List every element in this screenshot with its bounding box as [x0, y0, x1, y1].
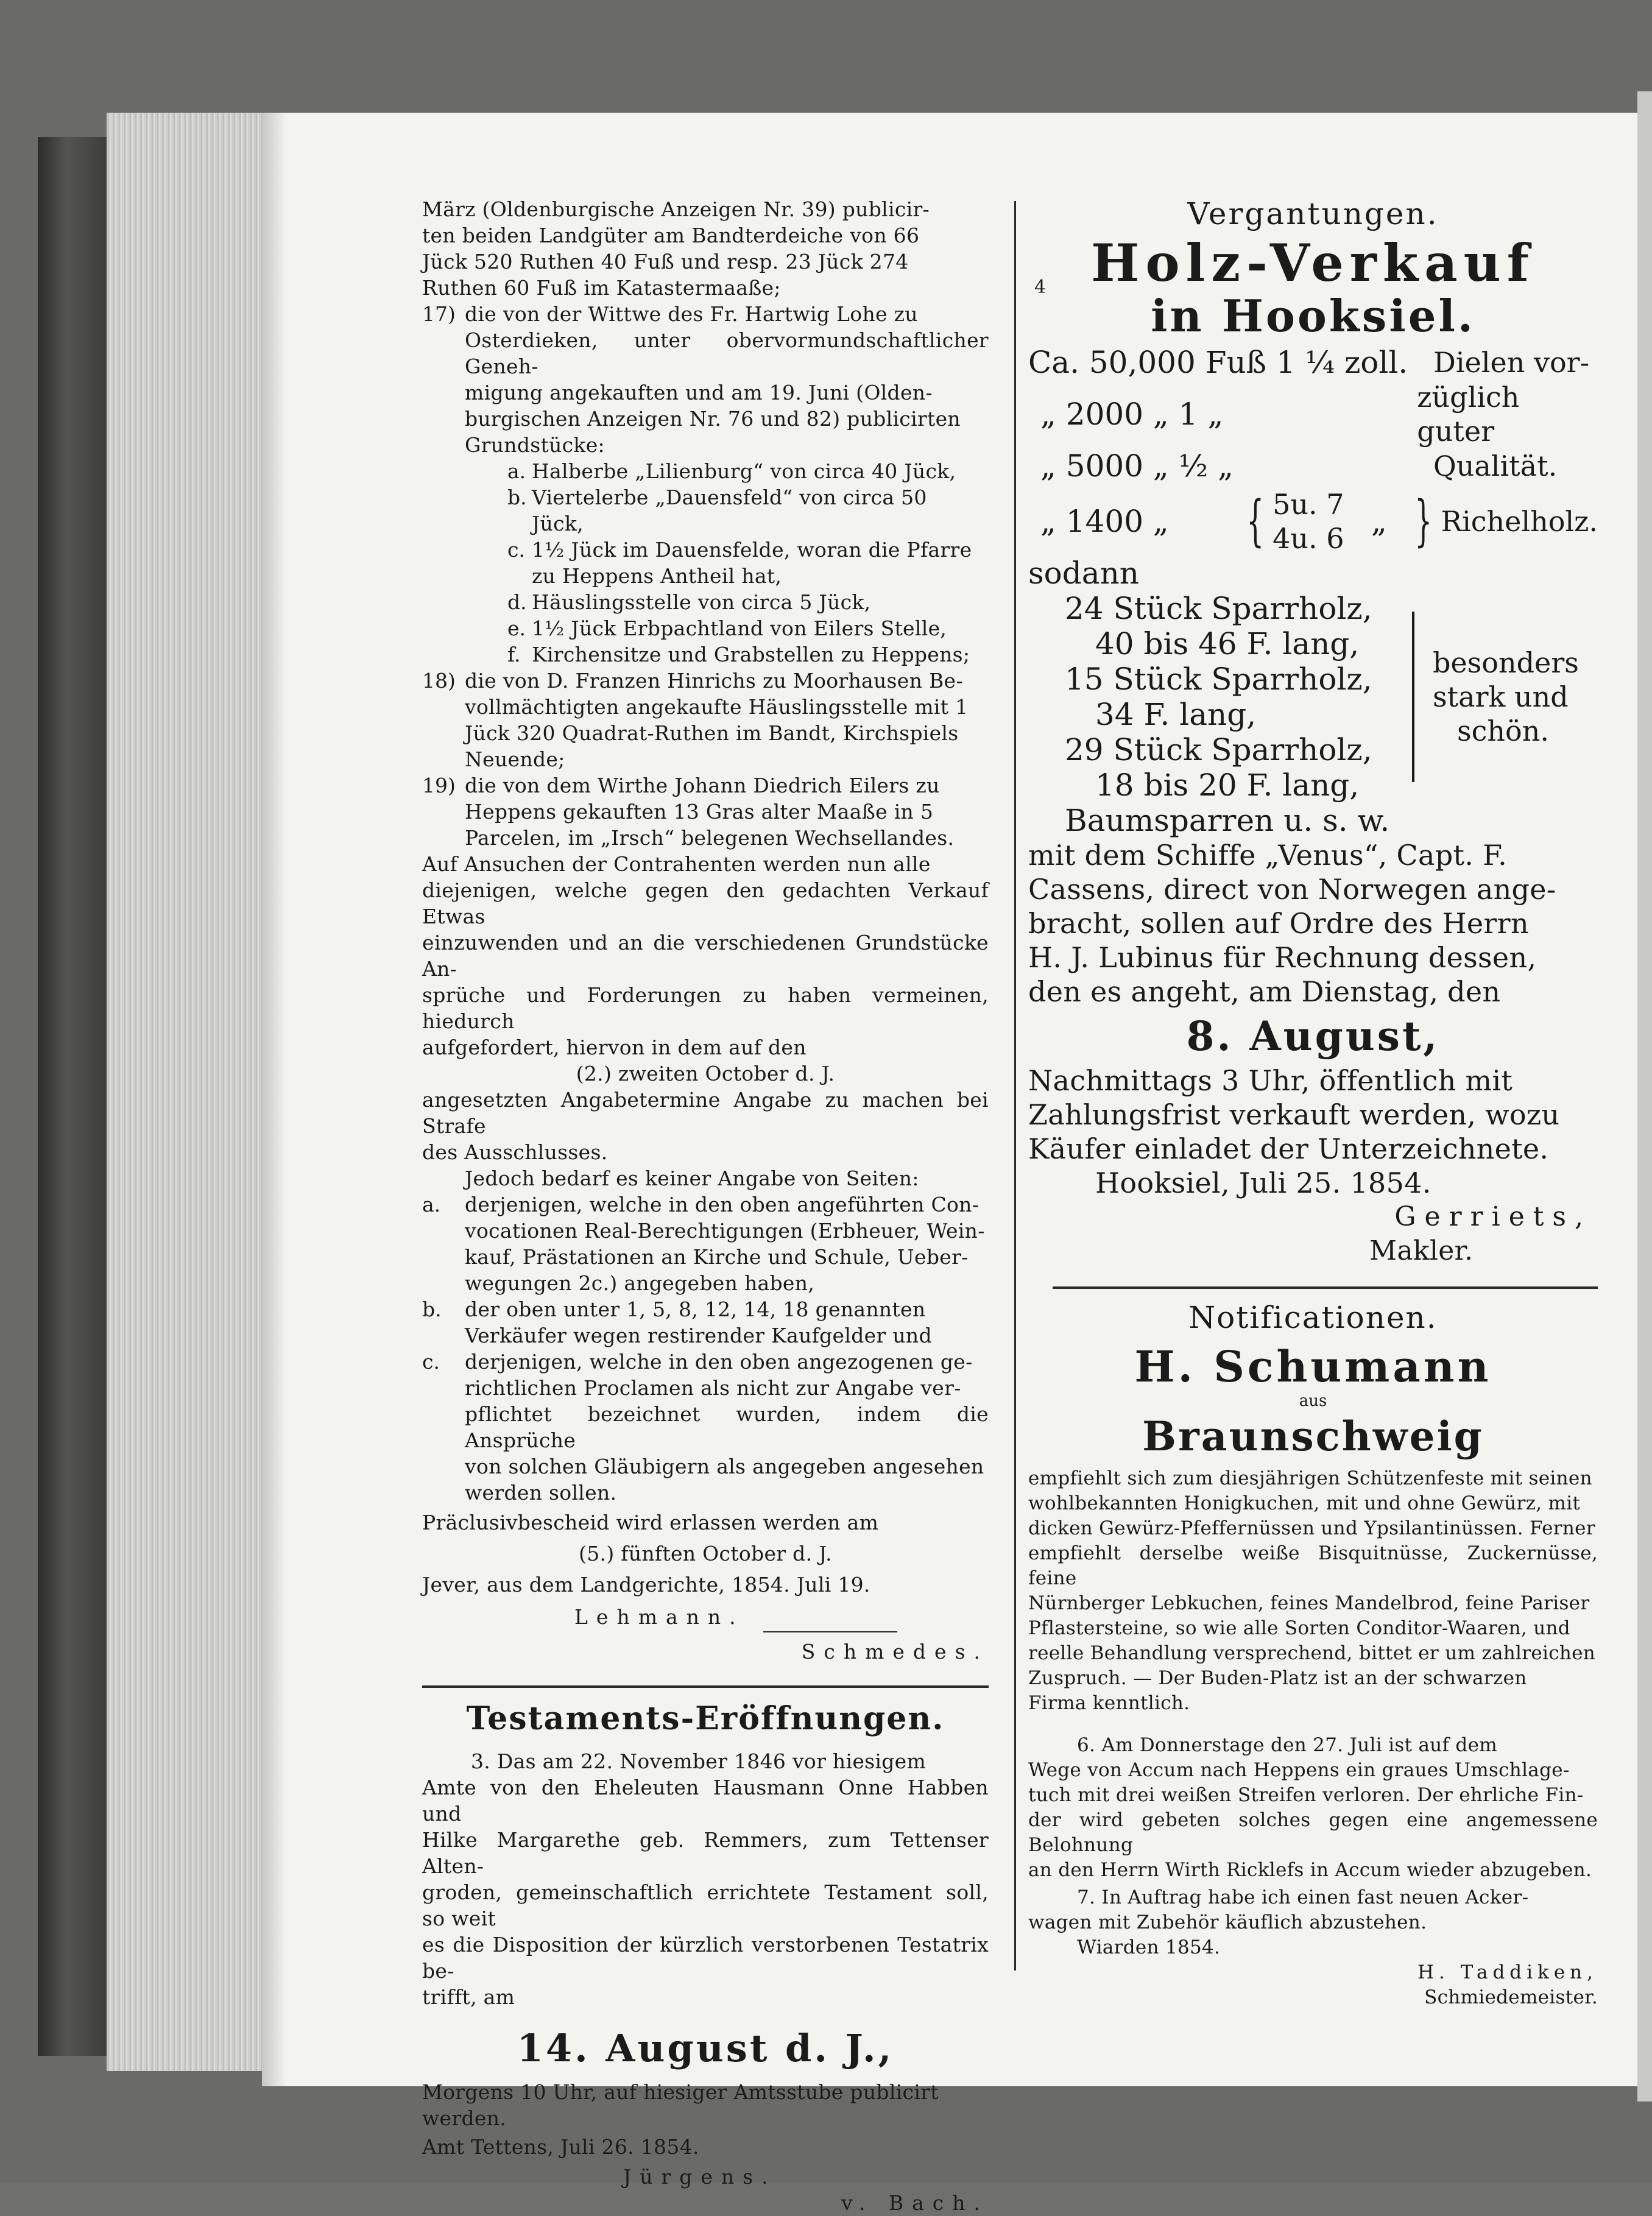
text-line: des Ausschlusses.	[422, 1140, 608, 1164]
text-line: 6. Am Donnerstage den 27. Juli ist auf dem	[1077, 1734, 1497, 1756]
sub-letter: f.	[507, 643, 521, 666]
text-line: die von D. Franzen Hinrichs zu Moorhausen Be-	[465, 669, 963, 693]
next-page-edge	[1637, 91, 1652, 2101]
text-line: zu Heppens Antheil hat,	[532, 564, 782, 588]
text-line: Nürnberger Lebkuchen, feines Mandelbrod, feine Pariser	[1028, 1592, 1590, 1614]
sparrholz-line: 34 F. lang,	[1095, 697, 1257, 732]
right-column	[1028, 196, 1598, 2010]
text-line: die von dem Wirthe Johann Diedrich Eilers zu	[465, 774, 940, 797]
text-line: 7. In Auftrag habe ich einen fast neuen Acker-	[1077, 1886, 1529, 1908]
sub-item-e	[422, 615, 989, 641]
quality-note: besonders	[1433, 646, 1579, 679]
text-line: Osterdieken, unter obervormundschaftlicher Geneh-	[465, 328, 989, 378]
signature: Schmedes.	[801, 1640, 989, 1664]
text-line: 1½ Jück im Dauensfelde, woran die Pfarre	[532, 538, 972, 562]
place-date-line: Jever, aus dem Landgerichte, 1854. Juli 19.	[422, 1573, 870, 1597]
text-line: werden sollen.	[465, 1481, 617, 1505]
ditto-mark: „	[1371, 504, 1387, 539]
text-line: vocationen Real-Berechtigungen (Erbheuer, Wein-	[465, 1219, 985, 1243]
holz-verkauf-text: Holz-Verkauf	[1091, 233, 1535, 293]
text-line: richtlichen Proclamen als nicht zur Angabe ver-	[465, 1376, 961, 1400]
text-line: einzuwenden und an die verschiedenen Grundstücke An-	[422, 931, 989, 981]
text-line: Hilke Margarethe geb. Remmers, zum Tettenser Alten-	[422, 1828, 989, 1878]
text-line: Verkäufer wegen restirender Kaufgelder und	[465, 1324, 932, 1347]
ansuchen-paragraph	[422, 851, 989, 1060]
text-line: tuch mit drei weißen Streifen verloren. Der ehrliche Fin-	[1028, 1784, 1584, 1806]
text-line: Zahlungsfrist verkauft werden, wozu	[1028, 1098, 1560, 1131]
quality-note: schön.	[1457, 715, 1549, 747]
stock-row	[1028, 345, 1598, 380]
text-line: reelle Behandlung versprechend, bittet er um zahlreichen	[1028, 1642, 1596, 1664]
intro-paragraph	[422, 196, 989, 301]
text-line: Zuspruch. — Der Buden-Platz ist an der schwarzen	[1028, 1667, 1527, 1689]
signature: v. Bach.	[841, 2191, 989, 2215]
text-line: wagen mit Zubehör käuflich abzustehen.	[1028, 1911, 1427, 1933]
text-line: Häuslingsstelle von circa 5 Jück,	[532, 590, 871, 614]
text-line: Käufer einladet der Unterzeichnete.	[1028, 1132, 1549, 1165]
text-line: 3. Das am 22. November 1846 vor hiesigem	[471, 1749, 927, 1773]
sub-item-d	[422, 589, 989, 615]
quality-note: Qualität.	[1433, 450, 1558, 482]
sub-letter: a.	[507, 459, 526, 483]
advertiser-name: H. Schumann	[1134, 1341, 1492, 1392]
quality-note: Dielen vor-	[1433, 346, 1590, 379]
text-line: Jück 520 Ruthen 40 Fuß und resp. 23 Jück 274	[422, 250, 909, 273]
text-line: Präclusivbescheid wird erlassen werden am	[422, 1511, 879, 1534]
stock-row	[1028, 380, 1598, 448]
text-line: der oben unter 1, 5, 8, 12, 14, 18 genannten	[465, 1297, 926, 1321]
page-edges	[107, 113, 265, 2071]
notice-7	[1028, 1885, 1598, 1935]
text-line: Cassens, direct von Norwegen ange-	[1028, 873, 1556, 906]
signature-title: Makler.	[1369, 1235, 1474, 1266]
vergantungen-heading: Vergantungen.	[1187, 196, 1439, 231]
signature-title: Schmiedemeister.	[1424, 1986, 1598, 2008]
quality-note: stark und	[1433, 680, 1569, 713]
text-line: von solchen Gläubigern als angegeben angesehen	[465, 1455, 984, 1478]
sub-item-f	[422, 641, 989, 668]
quality-note-block	[1433, 646, 1579, 748]
text-line: werden.	[422, 2106, 507, 2130]
text-line: Kirchensitze und Grabstellen zu Heppens;	[532, 643, 970, 666]
item-17	[422, 301, 989, 458]
signature: Lehmann.	[574, 1605, 744, 1629]
text-line: Grundstücke:	[465, 433, 605, 457]
text-line: Heppens gekauften 13 Gras alter Maaße in 5	[465, 800, 934, 824]
holz-verkauf-title	[1028, 233, 1598, 298]
text-line: groden, gemeinschaftlich errichtete Testament soll, so weit	[422, 1880, 989, 1930]
left-column	[422, 196, 989, 2216]
place-date-line: Wiarden 1854.	[1077, 1936, 1221, 1958]
quantity: „ 5000 „ ½ „	[1040, 448, 1234, 484]
book-cover	[38, 137, 110, 2056]
text-line: empfiehlt derselbe weiße Bisquitnüsse, Zuckernüsse, feine	[1028, 1542, 1598, 1589]
auction-date: 8. August,	[1186, 1012, 1440, 1060]
sub-item-b	[422, 484, 989, 537]
text-line: Jedoch bedarf es keiner Angabe von Seiten:	[465, 1166, 919, 1190]
text-line: sprüche und Forderungen zu haben vermeinen, hiedurch	[422, 983, 989, 1033]
size-list	[1273, 487, 1371, 556]
quantity: „ 2000 „ 1 „	[1040, 397, 1224, 432]
sparrholz-list	[1028, 591, 1406, 803]
sparrholz-line: 24 Stück Sparrholz,	[1065, 591, 1372, 626]
page-gutter	[262, 113, 286, 2086]
text-line: migung angekauften und am 19. Juni (Olden-	[465, 381, 933, 404]
text-line: wegungen 2c.) angegeben haben,	[465, 1271, 815, 1295]
item-number: c.	[422, 1350, 440, 1374]
ad-number: 4	[1034, 277, 1047, 298]
nachmittags-paragraph	[1028, 1064, 1598, 1166]
quantity: „ 1400 „	[1040, 504, 1169, 539]
testament-date: 14. August d. J.,	[517, 2026, 894, 2070]
text-line: empfiehlt sich zum diesjährigen Schützenfeste mit seinen	[1028, 1467, 1592, 1489]
text-line: Auf Ansuchen der Contrahenten werden nun alle	[422, 852, 931, 876]
quality-note: züglich guter	[1417, 381, 1520, 448]
signature-rule	[763, 1631, 897, 1632]
section-rule	[422, 1685, 989, 1688]
item-19	[422, 772, 989, 851]
item-number: b.	[422, 1297, 442, 1321]
item-number: 18)	[422, 669, 456, 693]
date-line: (2.) zweiten October d. J.	[576, 1062, 835, 1085]
text-line: angesetzten Angabetermine Angabe zu machen bei Strafe	[422, 1088, 989, 1138]
stock-row-1400	[1028, 487, 1598, 556]
bracket-line	[1412, 612, 1414, 782]
size: 5u. 7	[1273, 488, 1344, 521]
text-line: Neuende;	[465, 747, 565, 771]
signature: Gerriets,	[1394, 1201, 1592, 1232]
brace-left: {	[1246, 489, 1264, 553]
text-line: H. J. Lubinus für Rechnung dessen,	[1028, 941, 1537, 974]
sub-letter: e.	[507, 616, 526, 640]
signature: H. Taddiken,	[1417, 1961, 1598, 1983]
text-line: derjenigen, welche in den oben angeführten Con-	[465, 1193, 980, 1216]
text-line: aufgefordert, hiervon in dem auf den	[422, 1036, 807, 1059]
text-line: mit dem Schiffe „Venus“, Capt. F.	[1028, 839, 1508, 872]
ship-paragraph	[1028, 838, 1598, 1009]
item-number: 17)	[422, 302, 456, 326]
sub-letter: b.	[507, 485, 527, 509]
text-line: Parcelen, im „Irsch“ belegenen Wechsellandes.	[465, 826, 955, 850]
item-number: a.	[422, 1193, 441, 1216]
text-line: Viertelerbe „Dauensfeld“ von circa 50	[532, 485, 927, 509]
text-line: Ruthen 60 Fuß im Katastermaaße;	[422, 276, 781, 300]
text-line: trifft, am	[422, 1985, 515, 2009]
text-line: vollmächtigten angekaufte Häuslingsstelle mit 1	[465, 695, 969, 719]
sparrholz-line: 40 bis 46 F. lang,	[1095, 626, 1360, 662]
text-line: März (Oldenburgische Anzeigen Nr. 39) publicir-	[422, 197, 930, 221]
sparrholz-block	[1028, 591, 1598, 803]
quantity: Ca. 50,000 Fuß 1 ¼ zoll.	[1028, 345, 1408, 380]
text-line: 1½ Jück Erbpachtland von Eilers Stelle,	[532, 616, 947, 640]
wood-type: Richelholz.	[1441, 505, 1598, 538]
text-line: wohlbekannten Honigkuchen, mit und ohne Gewürz, mit	[1028, 1492, 1581, 1514]
sparrholz-line: 15 Stück Sparrholz,	[1065, 662, 1372, 697]
sub-letter: c.	[507, 538, 525, 562]
text-line: der wird gebeten solches gegen eine angemessene Belohnung	[1028, 1809, 1598, 1856]
sub-item-a	[422, 458, 989, 484]
text-line: pflichtet bezeichnet wurden, indem die Ansprüche	[465, 1402, 989, 1452]
item-18	[422, 668, 989, 772]
signature: Jürgens.	[623, 2165, 777, 2189]
schumann-paragraph	[1028, 1466, 1598, 1716]
exception-b	[422, 1296, 989, 1349]
size: 4u. 6	[1273, 522, 1344, 555]
text-line: Amte von den Eheleuten Hausmann Onne Habben und	[422, 1776, 989, 1826]
place-date-line: Amt Tettens, Juli 26. 1854.	[422, 2135, 699, 2159]
notificationen-heading: Notificationen.	[1188, 1300, 1438, 1335]
sparrholz-line: 18 bis 20 F. lang,	[1095, 767, 1360, 803]
sub-letter: d.	[507, 590, 527, 614]
text-line: den es angeht, am Dienstag, den	[1028, 975, 1501, 1008]
column-divider	[1014, 201, 1016, 1971]
stock-row	[1028, 448, 1598, 484]
baumsparren-line: Baumsparren u. s. w.	[1065, 803, 1390, 838]
exception-a	[422, 1191, 989, 1296]
sodann-label: sodann	[1028, 556, 1139, 591]
date-line: (5.) fünften October d. J.	[579, 1542, 832, 1565]
aus-label: aus	[1299, 1392, 1327, 1410]
text-line: die von der Wittwe des Fr. Hartwig Lohe zu	[465, 302, 918, 326]
text-line: Firma kenntlich.	[1028, 1692, 1190, 1714]
text-line: ten beiden Landgüter am Bandterdeiche von 66	[422, 224, 920, 247]
text-line: kauf, Prästationen an Kirche und Schule, Ueber-	[465, 1245, 969, 1269]
location-title: in Hooksiel.	[1151, 290, 1475, 342]
text-line: diejenigen, welche gegen den gedachten Verkauf Etwas	[422, 878, 989, 928]
advertiser-city: Braunschweig	[1142, 1413, 1484, 1460]
text-line: an den Herrn Wirth Ricklefs in Accum wieder abzugeben.	[1028, 1859, 1592, 1881]
exception-c	[422, 1349, 989, 1506]
text-line: es die Disposition der kürzlich verstorbenen Testatrix be-	[422, 1933, 989, 1983]
place-date-line: Hooksiel, Juli 25. 1854.	[1095, 1166, 1431, 1199]
text-line: Wege von Accum nach Heppens ein graues Umschlage-	[1028, 1759, 1570, 1781]
sparrholz-line: 29 Stück Sparrholz,	[1065, 732, 1372, 767]
text-line: derjenigen, welche in den oben angezogenen ge-	[465, 1350, 973, 1374]
text-line: Jück 320 Quadrat-Ruthen im Bandt, Kirchspiels	[465, 721, 959, 745]
text-line: Jück,	[532, 512, 584, 535]
testament-paragraph	[422, 1748, 989, 2010]
text-line: bracht, sollen auf Ordre des Herrn	[1028, 907, 1529, 940]
notice-6	[1028, 1733, 1598, 1883]
text-line: dicken Gewürz-Pfeffernüssen und Ypsilantinüssen. Ferner	[1028, 1517, 1595, 1539]
sub-item-c	[422, 537, 989, 589]
text-line: Halberbe „Lilienburg“ von circa 40 Jück,	[532, 459, 956, 483]
brace-right: }	[1414, 489, 1433, 553]
testament-heading: Testaments-Eröffnungen.	[466, 1700, 945, 1737]
text-line: burgischen Anzeigen Nr. 76 und 82) publicirten	[465, 407, 961, 431]
item-number: 19)	[422, 774, 456, 797]
text-line: Pflastersteine, so wie alle Sorten Conditor-Waaren, und	[1028, 1617, 1570, 1639]
text-line: Nachmittags 3 Uhr, öffentlich mit	[1028, 1064, 1513, 1097]
section-rule	[1053, 1286, 1598, 1289]
text-line: Morgens 10 Uhr, auf hiesiger Amtsstube publicirt	[422, 2080, 939, 2104]
